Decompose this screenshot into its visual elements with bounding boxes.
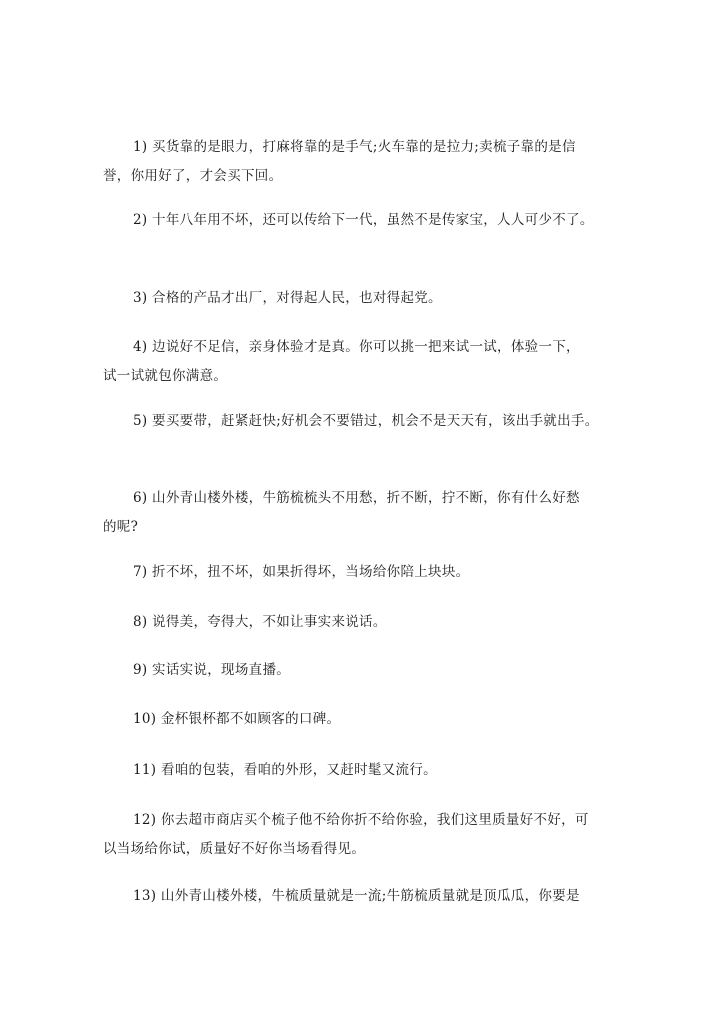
paragraph-line: 以当场给你试，质量好不好你当场看得见。 bbox=[103, 841, 366, 857]
paragraph-3 bbox=[103, 284, 633, 313]
paragraph-9 bbox=[103, 656, 633, 685]
paragraph-line: 8) 说得美，夸得大，不如让事实来说话。 bbox=[133, 614, 387, 630]
paragraph-line: 的呢? bbox=[103, 519, 139, 535]
paragraph-line: 4) 边说好不足信，亲身体验才是真。你可以挑一把来试一试，体验一下， bbox=[133, 339, 580, 355]
paragraph-line: 10) 金杯银杯都不如顾客的口碑。 bbox=[133, 711, 341, 727]
paragraph-line: 7) 折不坏，扭不坏，如果折得坏，当场给你陪上块块。 bbox=[133, 564, 470, 580]
paragraph-13 bbox=[103, 882, 633, 911]
paragraph-12 bbox=[103, 806, 633, 864]
paragraph-line: 2) 十年八年用不坏，还可以传给下一代，虽然不是传家宝，人人可少不了。 bbox=[133, 212, 594, 228]
paragraph-line: 5) 要买要带，赶紧赶快;好机会不要错过，机会不是天天有，该出手就出手。 bbox=[133, 413, 599, 429]
paragraph-10 bbox=[103, 705, 633, 734]
paragraph-line: 誉，你用好了，才会买下回。 bbox=[103, 168, 283, 184]
paragraph-line: 9) 实话实说，现场直播。 bbox=[133, 662, 291, 678]
paragraph-line: 3) 合格的产品才出厂，对得起人民，也对得起党。 bbox=[133, 290, 442, 306]
paragraph-line: 12) 你去超市商店买个梳子他不给你折不给你验，我们这里质量好不好，可 bbox=[133, 812, 589, 828]
paragraph-line: 试一试就包你满意。 bbox=[103, 368, 228, 384]
paragraph-4 bbox=[103, 333, 633, 391]
paragraph-line: 1) 买货靠的是眼力，打麻将靠的是手气;火车靠的是拉力;卖梳子靠的是信 bbox=[133, 139, 576, 155]
paragraph-11 bbox=[103, 756, 633, 785]
paragraph-line: 13) 山外青山楼外楼，牛梳质量就是一流;牛筋梳质量就是顶瓜瓜，你要是 bbox=[133, 888, 580, 904]
paragraph-7 bbox=[103, 558, 633, 587]
paragraph-line: 11) 看咱的包装，看咱的外形，又赶时髦又流行。 bbox=[133, 762, 437, 778]
paragraph-line: 6) 山外青山楼外楼，牛筋梳梳头不用愁，折不断，拧不断，你有什么好愁 bbox=[133, 490, 580, 506]
paragraph-8 bbox=[103, 608, 633, 637]
paragraph-2 bbox=[103, 206, 633, 235]
paragraph-1 bbox=[103, 133, 633, 191]
paragraph-5 bbox=[103, 407, 633, 436]
paragraph-6 bbox=[103, 484, 633, 542]
